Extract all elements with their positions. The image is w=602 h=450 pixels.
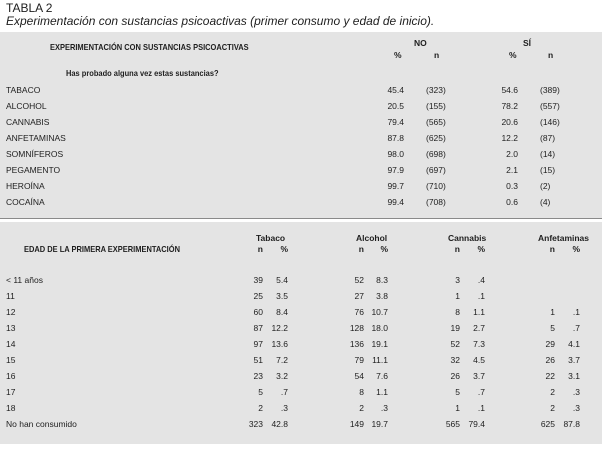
table1-si-pct: 20.6 (501, 117, 518, 127)
table1-question: Has probado alguna vez estas sustancias? (66, 68, 219, 78)
table1-no-pct: 87.8 (387, 133, 404, 143)
table2-cell-pct: 8.4 (276, 307, 288, 317)
table2-cell-n: 1 (455, 403, 460, 413)
table2-cell-pct: .3 (280, 403, 288, 413)
table2-cell-n: 79 (354, 355, 364, 365)
table1-col-si: SÍ (523, 38, 532, 48)
table2-cell-n: 27 (354, 291, 364, 301)
table2-cell-n: 565 (445, 419, 460, 429)
table2-cell-pct: .3 (572, 403, 580, 413)
table2-cell-pct: .3 (572, 387, 580, 397)
table2-row-label: 11 (6, 291, 15, 301)
table2-cell-n: 76 (354, 307, 364, 317)
table1-no-n: (697) (426, 165, 446, 175)
table2-cell-n: 2 (258, 403, 263, 413)
table2-cell-pct: 3.2 (276, 371, 288, 381)
table1-row-label: ANFETAMINAS (6, 133, 66, 143)
table1-sub-pct-no: % (394, 50, 402, 60)
table2-cell-n: 23 (253, 371, 263, 381)
table2-cell-n: 32 (450, 355, 460, 365)
table2-cell-n: 1 (550, 307, 555, 317)
table2-sub-pct: % (572, 244, 580, 254)
table2-cell-pct: 12.2 (271, 323, 288, 333)
table2-cell-n: 52 (354, 275, 364, 285)
table1-row-label: ALCOHOL (6, 101, 47, 111)
table1-row-label: TABACO (6, 85, 41, 95)
table1-row-label: COCAÍNA (6, 197, 45, 207)
table1-row-label: CANNABIS (6, 117, 50, 127)
table2-cell-pct: .1 (477, 291, 485, 301)
table2-cell-pct: 7.3 (473, 339, 485, 349)
table2-cell-pct: .7 (477, 387, 485, 397)
table1-sub-n-no: n (434, 50, 440, 60)
table2-cell-pct: .7 (572, 323, 580, 333)
table2-cell-pct: 5.4 (276, 275, 288, 285)
table2-cell-pct: 7.2 (276, 355, 288, 365)
table2-header: EDAD DE LA PRIMERA EXPERIMENTACIÓN (24, 244, 180, 254)
table2-background (0, 222, 602, 444)
table2-sub-n: n (257, 244, 263, 254)
table2-row-label: 16 (6, 371, 16, 381)
table1-no-pct: 45.4 (387, 85, 404, 95)
table2-cell-n: 8 (359, 387, 364, 397)
table2-cell-pct: 1.1 (376, 387, 388, 397)
table1-si-pct: 54.6 (501, 85, 518, 95)
table2-cell-n: 2 (550, 387, 555, 397)
table2-cell-pct: 8.3 (376, 275, 388, 285)
table2-cell-n: 5 (258, 387, 263, 397)
table2-sub-n: n (549, 244, 555, 254)
table2-cell-pct: 1.1 (473, 307, 485, 317)
table2-cell-n: 26 (545, 355, 555, 365)
table2-row-label: No han consumido (6, 419, 77, 429)
table1-si-n: (389) (540, 85, 560, 95)
table2-sub-n: n (358, 244, 364, 254)
table1-header: EXPERIMENTACIÓN CON SUSTANCIAS PSICOACTIVAS (50, 42, 249, 52)
table2-cell-n: 3 (455, 275, 460, 285)
table2-cell-pct: .1 (477, 403, 485, 413)
table2-cell-n: 149 (349, 419, 364, 429)
table2-row-label: 18 (6, 403, 16, 413)
table2-cell-n: 97 (253, 339, 263, 349)
table1-row-label: HEROÍNA (6, 181, 45, 191)
table2-cell-pct: 3.1 (568, 371, 580, 381)
table1-row-label: PEGAMENTO (6, 165, 61, 175)
table2-cell-pct: 79.4 (468, 419, 485, 429)
table2-cell-pct: .7 (280, 387, 288, 397)
table2-cell-n: 5 (550, 323, 555, 333)
table2-cell-pct: 7.6 (376, 371, 388, 381)
table1-no-n: (155) (426, 101, 446, 111)
table2-cell-n: 29 (545, 339, 555, 349)
table2-cell-pct: 18.0 (371, 323, 388, 333)
table2-cell-n: 128 (349, 323, 364, 333)
table1-si-n: (557) (540, 101, 560, 111)
table1-no-n: (708) (426, 197, 446, 207)
table1-si-pct: 0.6 (506, 197, 518, 207)
table2-cell-n: 54 (354, 371, 364, 381)
table2-cell-pct: 3.8 (376, 291, 388, 301)
table1-si-n: (146) (540, 117, 560, 127)
table1-row-label: SOMNÍFEROS (6, 149, 64, 159)
table2-row-label: 12 (6, 307, 16, 317)
table1-no-n: (698) (426, 149, 446, 159)
table2-cell-n: 136 (349, 339, 364, 349)
table2-sub-n: n (454, 244, 460, 254)
table1-si-n: (87) (540, 133, 556, 143)
table1-no-pct: 20.5 (387, 101, 404, 111)
table2-group-anfetaminas: Anfetaminas (538, 233, 590, 243)
table1-si-pct: 2.1 (506, 165, 518, 175)
table2-cell-n: 8 (455, 307, 460, 317)
table2-cell-pct: 10.7 (371, 307, 388, 317)
table2-cell-pct: 4.5 (473, 355, 485, 365)
table1-no-pct: 97.9 (387, 165, 404, 175)
table2-group-tabaco: Tabaco (256, 233, 286, 243)
table1-col-no: NO (414, 38, 427, 48)
table1-no-pct: 98.0 (387, 149, 404, 159)
table1-no-pct: 99.4 (387, 197, 404, 207)
table2-cell-n: 51 (253, 355, 263, 365)
table2-sub-pct: % (280, 244, 288, 254)
table2-cell-n: 19 (450, 323, 460, 333)
table2-group-cannabis: Cannabis (448, 233, 487, 243)
table2-cell-n: 22 (545, 371, 555, 381)
table1-no-n: (625) (426, 133, 446, 143)
table1-si-pct: 0.3 (506, 181, 518, 191)
table2-cell-n: 60 (253, 307, 263, 317)
table2-cell-pct: 87.8 (563, 419, 580, 429)
table2-cell-pct: 11.1 (372, 355, 388, 365)
table1-si-pct: 78.2 (501, 101, 518, 111)
table2-group-alcohol: Alcohol (356, 233, 388, 243)
table1-si-n: (2) (540, 181, 551, 191)
table2-row-label: 14 (6, 339, 16, 349)
table1-sub-n-si: n (548, 50, 554, 60)
table1-no-n: (565) (426, 117, 446, 127)
table2-cell-n: 1 (455, 291, 460, 301)
table2-cell-pct: 19.7 (371, 419, 388, 429)
table2-cell-n: 323 (248, 419, 263, 429)
table2-cell-pct: 19.1 (371, 339, 388, 349)
table2-cell-pct: 42.8 (271, 419, 288, 429)
table2-row-label: 13 (6, 323, 16, 333)
table2-cell-pct: .1 (572, 307, 580, 317)
table-separator (0, 218, 602, 219)
table1-si-n: (15) (540, 165, 556, 175)
table1-si-pct: 2.0 (506, 149, 518, 159)
table2-cell-pct: 3.7 (568, 355, 580, 365)
table2-row-label: < 11 años (6, 275, 43, 285)
table1-sub-pct-si: % (509, 50, 517, 60)
table2-cell-pct: 3.7 (473, 371, 485, 381)
table2-cell-n: 2 (359, 403, 364, 413)
table2-cell-n: 25 (253, 291, 263, 301)
table1-si-n: (4) (540, 197, 551, 207)
table2-cell-pct: 2.7 (473, 323, 485, 333)
table1-no-n: (323) (426, 85, 446, 95)
table2-cell-n: 39 (253, 275, 263, 285)
table-subtitle: Experimentación con sustancias psicoactivas (primer consumo y edad de inicio). (6, 14, 435, 28)
table2-sub-pct: % (477, 244, 485, 254)
table1-no-pct: 99.7 (387, 181, 404, 191)
table2-cell-n: 5 (455, 387, 460, 397)
table2-cell-pct: 13.6 (271, 339, 288, 349)
table2-cell-n: 52 (450, 339, 460, 349)
table1-no-n: (710) (426, 181, 446, 191)
table2-cell-pct: 4.1 (568, 339, 580, 349)
table-title: TABLA 2 (6, 1, 53, 15)
table2-cell-n: 87 (253, 323, 263, 333)
table1-si-n: (14) (540, 149, 556, 159)
table1-si-pct: 12.2 (501, 133, 518, 143)
table2-sub-pct: % (380, 244, 388, 254)
table2-cell-n: 2 (550, 403, 555, 413)
table1-no-pct: 79.4 (387, 117, 404, 127)
table2-cell-pct: 3.5 (276, 291, 288, 301)
table2-cell-pct: .4 (477, 275, 485, 285)
table2-cell-pct: .3 (380, 403, 388, 413)
table2-row-label: 17 (6, 387, 16, 397)
table2-cell-n: 26 (450, 371, 460, 381)
table2-row-label: 15 (6, 355, 16, 365)
table2-cell-n: 625 (540, 419, 555, 429)
